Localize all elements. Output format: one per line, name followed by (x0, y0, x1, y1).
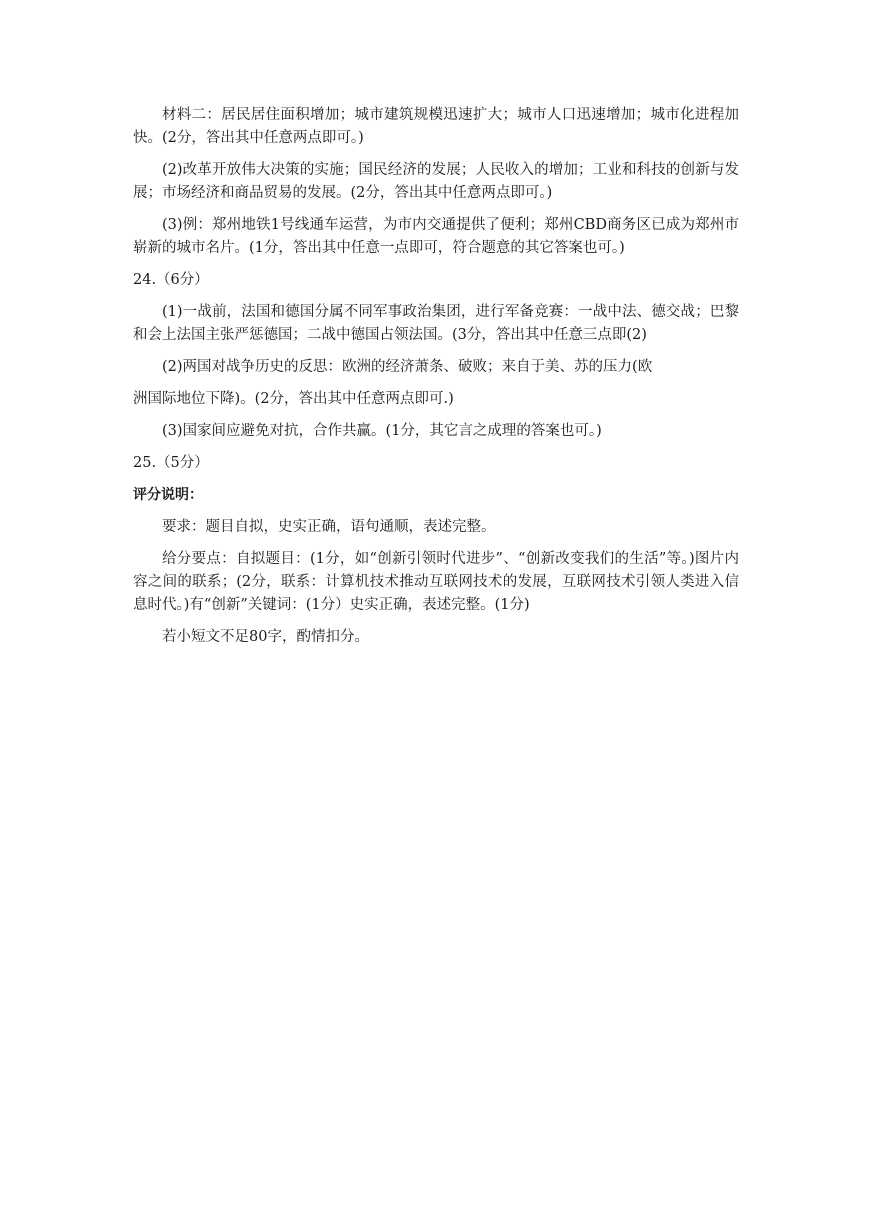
document-page (133, 104, 739, 658)
q24-part1-paragraph: (1)一战前，法国和德国分属不同军事政治集团，进行军备竞赛：一战中法、德交战；巴黎和会上法国主张严惩德国；二战中德国占领法国。(3分，答出其中任意三点即(2) (133, 304, 739, 343)
q25-heading: 25.（5分） (133, 455, 209, 471)
q24-part2-paragraph: (2)两国对战争历史的反思：欧洲的经济萧条、破败；来自于美、苏的压力(欧 (162, 359, 653, 375)
scoring-deduction-paragraph: 若小短文不足80字，酌情扣分。 (162, 629, 369, 645)
q23-part2-paragraph: (2)改革开放伟大决策的实施；国民经济的发展；人民收入的增加；工业和科技的创新与发展；市场经济和商品贸易的发展。(2分，答出其中任意两点即可。) (133, 162, 739, 201)
material-two-paragraph: 材料二：居民居住面积增加；城市建筑规模迅速扩大；城市人口迅速增加；城市化进程加快。(2分，答出其中任意两点即可。) (133, 107, 739, 146)
scoring-requirement-paragraph: 要求：题目自拟，史实正确，语句通顺，表述完整。 (162, 519, 496, 535)
scoring-points-paragraph: 给分要点：自拟题目：(1分，如“创新引领时代进步”、“创新改变我们的生活”等。)图片内容之间的联系；(2分，联系：计算机技术推动互联网技术的发展，互联网技术引领人类进入信息时代。)有“创新”关键词：(1分）史实正确，表述完整。(1分) (133, 551, 739, 613)
q24-heading: 24.（6分） (133, 272, 209, 288)
q23-part3-paragraph: (3)例：郑州地铁1号线通车运营，为市内交通提供了便利；郑州CBD商务区已成为郑州市崭新的城市名片。(1分，答出其中任意一点即可，符合题意的其它答案也可。) (133, 217, 739, 256)
q24-part2-continuation: 洲国际地位下降)。(2分，答出其中任意两点即可.) (133, 391, 454, 407)
q24-part3-paragraph: (3)国家间应避免对抗，合作共赢。(1分，其它言之成理的答案也可。) (162, 423, 602, 439)
scoring-heading: 评分说明： (133, 487, 203, 503)
